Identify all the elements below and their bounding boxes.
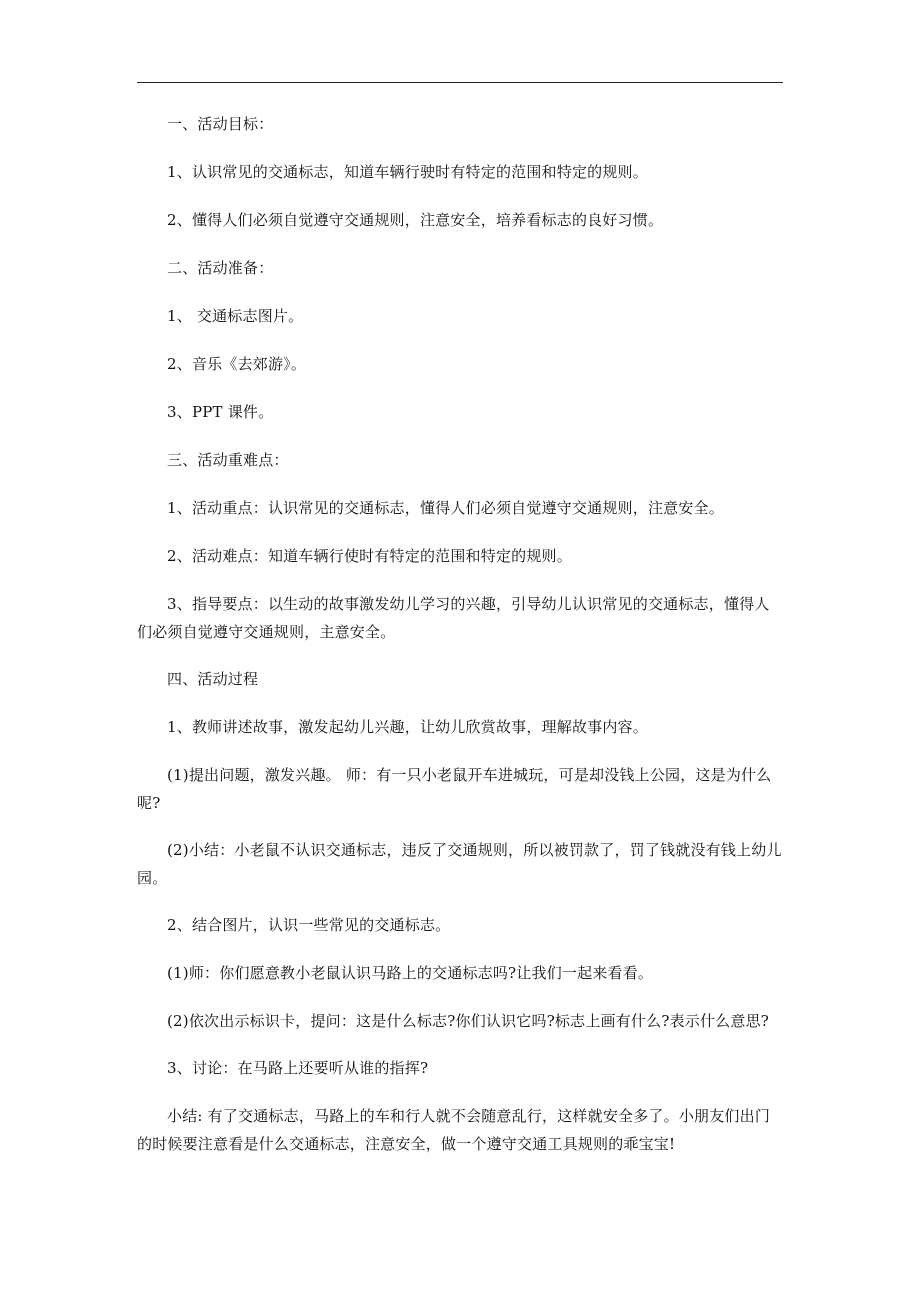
section-heading-goals: 一、活动目标： (167, 115, 274, 133)
process-step-1-sub-2: (2)小结：小老鼠不认识交通标志，违反了交通规则，所以被罚款了，罚了钱就没有钱上幼儿园。 (137, 841, 782, 887)
key-point-item-3: 3、指导要点：以生动的故事激发幼儿学习的兴趣，引导幼儿认识常见的交通标志，懂得人们必须自觉遵守交通规则，主意安全。 (137, 595, 770, 641)
document-body (137, 110, 783, 1178)
section-heading-key-points: 三、活动重难点： (167, 451, 289, 469)
process-step-3: 3、讨论：在马路上还要听从谁的指挥? (167, 1059, 429, 1077)
preparation-item-3: 3、PPT 课件。 (167, 403, 274, 421)
preparation-item-1: 1、 交通标志图片。 (167, 307, 304, 325)
process-step-1: 1、教师讲述故事，激发起幼儿兴趣，让幼儿欣赏故事，理解故事内容。 (167, 718, 648, 736)
process-step-2-sub-2: (2)依次出示标识卡，提问：这是什么标志?你们认识它吗?标志上画有什么?表示什么意思? (167, 1012, 770, 1030)
key-point-item-1: 1、活动重点：认识常见的交通标志，懂得人们必须自觉遵守交通规则，注意安全。 (167, 499, 724, 517)
process-step-1-sub-1: (1)提出问题，激发兴趣。 师：有一只小老鼠开车进城玩，可是却没钱上公园，这是为什么呢? (137, 766, 772, 812)
header-divider (137, 82, 783, 83)
key-point-item-2: 2、活动难点：知道车辆行使时有特定的范围和特定的规则。 (167, 547, 572, 565)
goal-item-2: 2、懂得人们必须自觉遵守交通规则，注意安全，培养看标志的良好习惯。 (167, 211, 664, 229)
summary-paragraph: 小结: 有了交通标志，马路上的车和行人就不会随意乱行，这样就安全多了。小朋友们出门的时候要注意看是什么交通标志，注意安全，做一个遵守交通工具规则的乖宝宝! (137, 1107, 771, 1153)
process-step-2-sub-1: (1)师：你们愿意教小老鼠认识马路上的交通标志吗?让我们一起来看看。 (167, 964, 654, 982)
preparation-item-2: 2、音乐《去郊游》。 (167, 355, 307, 373)
section-heading-process: 四、活动过程 (167, 670, 259, 688)
goal-item-1: 1、认识常见的交通标志，知道车辆行驶时有特定的范围和特定的规则。 (167, 163, 648, 181)
process-step-2: 2、结合图片，认识一些常见的交通标志。 (167, 916, 451, 934)
section-heading-preparation: 二、活动准备： (167, 259, 274, 277)
